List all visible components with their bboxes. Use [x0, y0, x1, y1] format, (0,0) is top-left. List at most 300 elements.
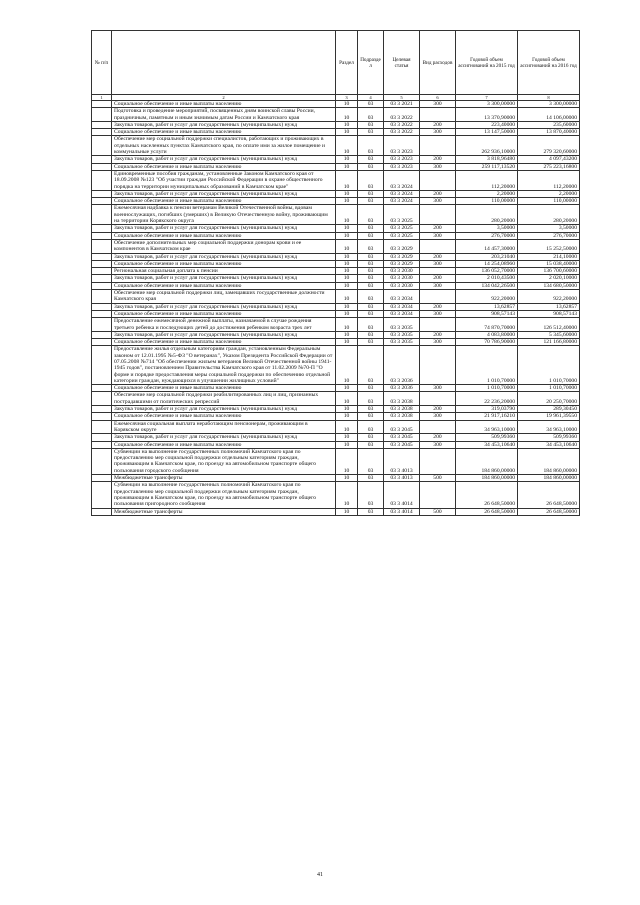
- row-num-cell: [92, 310, 112, 317]
- row-podrazdel-cell: 03: [358, 108, 384, 122]
- row-2016-cell: 26 648,50000: [518, 482, 580, 508]
- row-vid-cell: 200: [420, 331, 456, 338]
- row-vid-cell: 300: [420, 260, 456, 267]
- row-vid-cell: [420, 170, 456, 190]
- table-row: [92, 331, 580, 338]
- row-razdel-cell: 10: [336, 163, 358, 170]
- row-statya-cell: 03 3 2030: [384, 268, 420, 275]
- row-2015-cell: 34 963,10000: [456, 420, 518, 434]
- header-vid: Вид расходов: [420, 31, 456, 95]
- row-num-cell: [92, 385, 112, 392]
- header-row: [92, 31, 580, 95]
- row-num-cell: [92, 163, 112, 170]
- row-vid-cell: [420, 290, 456, 304]
- row-statya-cell: 03 3 2030: [384, 275, 420, 282]
- row-razdel-cell: 10: [336, 282, 358, 289]
- row-vid-cell: [420, 420, 456, 434]
- row-name-cell: Социальное обеспечение и иные выплаты населению: [112, 441, 336, 448]
- row-vid-cell: 200: [420, 190, 456, 197]
- row-num-cell: [92, 232, 112, 239]
- row-2016-cell: 1 010,70000: [518, 346, 580, 385]
- row-num-cell: [92, 339, 112, 346]
- row-2015-cell: 922,20000: [456, 290, 518, 304]
- row-statya-cell: 03 3 2035: [384, 318, 420, 332]
- table-row: [92, 205, 580, 225]
- row-2015-cell: 110,00000: [456, 198, 518, 205]
- row-2016-cell: 4 097,43200: [518, 156, 580, 163]
- row-razdel-cell: 10: [336, 170, 358, 190]
- row-name-cell: Обеспечение дополнительных мер социальной поддержки донорам крови и ее компонентов в Камчатском крае: [112, 239, 336, 253]
- row-statya-cell: 03 3 2038: [384, 413, 420, 420]
- row-razdel-cell: 10: [336, 482, 358, 508]
- row-vid-cell: 500: [420, 508, 456, 515]
- row-razdel-cell: 10: [336, 108, 358, 122]
- row-statya-cell: 03 3 2022: [384, 108, 420, 122]
- row-podrazdel-cell: 03: [358, 129, 384, 136]
- row-2015-cell: 14 254,08960: [456, 260, 518, 267]
- row-name-cell: Ежемесячная социальная выплата неработающим пенсионерам, проживающим в Корякском округе: [112, 420, 336, 434]
- table-row: [92, 282, 580, 289]
- row-name-cell: Закупка товаров, работ и услуг для государственных (муниципальных) нужд: [112, 331, 336, 338]
- row-podrazdel-cell: 03: [358, 420, 384, 434]
- row-2016-cell: 509,99360: [518, 434, 580, 441]
- row-2015-cell: 223,40000: [456, 121, 518, 128]
- row-num-cell: [92, 108, 112, 122]
- row-vid-cell: [420, 268, 456, 275]
- row-num-cell: [92, 101, 112, 108]
- table-row: [92, 318, 580, 332]
- row-podrazdel-cell: 03: [358, 156, 384, 163]
- column-number: 7: [456, 95, 518, 101]
- row-num-cell: [92, 129, 112, 136]
- row-statya-cell: 03 3 2045: [384, 420, 420, 434]
- header-num: № п/п: [92, 31, 112, 95]
- row-num-cell: [92, 318, 112, 332]
- row-2015-cell: 3 818,96480: [456, 156, 518, 163]
- row-2015-cell: 13 370,90000: [456, 108, 518, 122]
- row-razdel-cell: 10: [336, 121, 358, 128]
- row-razdel-cell: 10: [336, 225, 358, 232]
- row-name-cell: Субвенции на выполнение государственных полномочий Камчатского края по предоставлению мер социальной поддержки отдельным категориям граждан, проживающим в Камчатском крае, по проезду на автомобильном транспорте общего пользования пригородного сообщения: [112, 482, 336, 508]
- row-podrazdel-cell: 03: [358, 239, 384, 253]
- table-row: [92, 101, 580, 108]
- row-statya-cell: 03 3 4014: [384, 482, 420, 508]
- row-name-cell: Субвенции на выполнение государственных полномочий Камчатского края по предоставлению мер социальной поддержки отдельным категориям граждан, проживающим в Камчатском крае, по проезду на автомобильном транспорте общего пользования городского сообщения: [112, 448, 336, 474]
- row-2015-cell: 2,20000: [456, 190, 518, 197]
- row-podrazdel-cell: 03: [358, 225, 384, 232]
- row-podrazdel-cell: 03: [358, 282, 384, 289]
- row-vid-cell: 300: [420, 163, 456, 170]
- row-2015-cell: 22 236,20000: [456, 392, 518, 406]
- row-2016-cell: 110,00000: [518, 198, 580, 205]
- table-row: [92, 129, 580, 136]
- row-vid-cell: [420, 239, 456, 253]
- row-name-cell: Социальное обеспечение и иные выплаты населению: [112, 101, 336, 108]
- row-num-cell: [92, 482, 112, 508]
- row-2016-cell: 2,20000: [518, 190, 580, 197]
- row-podrazdel-cell: 03: [358, 339, 384, 346]
- row-podrazdel-cell: 03: [358, 290, 384, 304]
- row-razdel-cell: 10: [336, 198, 358, 205]
- budget-table: [91, 30, 580, 516]
- row-razdel-cell: 10: [336, 420, 358, 434]
- row-2015-cell: 14 457,30000: [456, 239, 518, 253]
- row-2015-cell: 184 860,00000: [456, 475, 518, 482]
- row-2015-cell: 4 083,80000: [456, 331, 518, 338]
- row-razdel-cell: 10: [336, 392, 358, 406]
- table-row: [92, 508, 580, 515]
- row-num-cell: [92, 190, 112, 197]
- row-statya-cell: 03 3 2025: [384, 225, 420, 232]
- row-name-cell: Закупка товаров, работ и услуг для государственных (муниципальных) нужд: [112, 434, 336, 441]
- row-2016-cell: 922,20000: [518, 290, 580, 304]
- row-2016-cell: 908,57143: [518, 310, 580, 317]
- row-razdel-cell: 10: [336, 290, 358, 304]
- row-razdel-cell: 10: [336, 441, 358, 448]
- row-name-cell: Социальное обеспечение и иные выплаты населению: [112, 232, 336, 239]
- row-name-cell: Социальное обеспечение и иные выплаты населению: [112, 198, 336, 205]
- row-num-cell: [92, 406, 112, 413]
- row-2016-cell: 126 512,40000: [518, 318, 580, 332]
- row-num-cell: [92, 275, 112, 282]
- row-podrazdel-cell: 03: [358, 253, 384, 260]
- row-num-cell: [92, 205, 112, 225]
- row-razdel-cell: 10: [336, 205, 358, 225]
- row-razdel-cell: 10: [336, 268, 358, 275]
- row-2016-cell: 1 010,70000: [518, 385, 580, 392]
- row-podrazdel-cell: 03: [358, 318, 384, 332]
- row-2015-cell: 908,57143: [456, 310, 518, 317]
- row-razdel-cell: 10: [336, 190, 358, 197]
- row-2015-cell: 2 010,43500: [456, 275, 518, 282]
- row-vid-cell: [420, 205, 456, 225]
- row-razdel-cell: 10: [336, 129, 358, 136]
- row-2015-cell: 319,03790: [456, 406, 518, 413]
- row-razdel-cell: 10: [336, 434, 358, 441]
- row-vid-cell: 300: [420, 198, 456, 205]
- row-2016-cell: 3,50000: [518, 225, 580, 232]
- row-podrazdel-cell: 03: [358, 101, 384, 108]
- row-podrazdel-cell: 03: [358, 190, 384, 197]
- row-name-cell: Закупка товаров, работ и услуг для государственных (муниципальных) нужд: [112, 121, 336, 128]
- row-2015-cell: 509,99360: [456, 434, 518, 441]
- row-2016-cell: 275 223,16800: [518, 163, 580, 170]
- row-2016-cell: 5 345,60000: [518, 331, 580, 338]
- row-podrazdel-cell: 03: [358, 121, 384, 128]
- table-row: [92, 190, 580, 197]
- row-statya-cell: 03 3 2023: [384, 156, 420, 163]
- row-statya-cell: 03 3 4013: [384, 448, 420, 474]
- row-podrazdel-cell: 03: [358, 310, 384, 317]
- row-num-cell: [92, 346, 112, 385]
- row-vid-cell: [420, 108, 456, 122]
- row-razdel-cell: 10: [336, 318, 358, 332]
- table-row: [92, 482, 580, 508]
- row-podrazdel-cell: 03: [358, 303, 384, 310]
- row-statya-cell: 03 3 2036: [384, 385, 420, 392]
- table-row: [92, 310, 580, 317]
- row-num-cell: [92, 253, 112, 260]
- row-2015-cell: 21 917,16210: [456, 413, 518, 420]
- row-podrazdel-cell: 03: [358, 275, 384, 282]
- row-2015-cell: 1 010,70000: [456, 385, 518, 392]
- row-num-cell: [92, 225, 112, 232]
- row-2016-cell: 280,20000: [518, 205, 580, 225]
- row-vid-cell: [420, 136, 456, 156]
- row-2016-cell: 20 250,70000: [518, 392, 580, 406]
- column-number: 5: [384, 95, 420, 101]
- row-2015-cell: 26 648,50000: [456, 508, 518, 515]
- row-2016-cell: 279 320,60000: [518, 136, 580, 156]
- table-row: [92, 156, 580, 163]
- table-row: [92, 406, 580, 413]
- row-statya-cell: 03 3 2034: [384, 303, 420, 310]
- row-name-cell: Предоставление жилья отдельным категориям граждан, установленным Федеральным законом от 12.01.1995 №5-ФЗ "О ветеранах", Указом Президента Российской Федерации от 07.05.2008 №714 "Об обеспечении жильем ветеранов Великой Отечественной войны 1941-1945 годов", постановлением Правительства Камчатского края от 11.02.2009 №70-П "О форме и порядке предоставления меры социальной поддержки по обеспечению отдельной категории граждан, нуждающихся в улучшении жилищных условий": [112, 346, 336, 385]
- row-name-cell: Закупка товаров, работ и услуг для государственных (муниципальных) нужд: [112, 303, 336, 310]
- row-2015-cell: 26 648,50000: [456, 482, 518, 508]
- row-razdel-cell: 10: [336, 413, 358, 420]
- row-name-cell: Единовременные пособия гражданам, установленные Законом Камчатского края от 18.09.2008 №123 "Об участии граждан Российской Федерации в охране общественного порядка на территории муниципальных образований в Камчатском крае": [112, 170, 336, 190]
- row-2016-cell: 15 038,40000: [518, 260, 580, 267]
- row-2015-cell: 1 010,70000: [456, 346, 518, 385]
- row-2016-cell: 289,30450: [518, 406, 580, 413]
- row-name-cell: Закупка товаров, работ и услуг для государственных (муниципальных) нужд: [112, 275, 336, 282]
- row-podrazdel-cell: 03: [358, 448, 384, 474]
- row-podrazdel-cell: 03: [358, 163, 384, 170]
- row-vid-cell: 200: [420, 225, 456, 232]
- row-statya-cell: 03 3 2038: [384, 392, 420, 406]
- row-num-cell: [92, 268, 112, 275]
- table-row: [92, 290, 580, 304]
- row-statya-cell: 03 3 2022: [384, 129, 420, 136]
- row-2016-cell: 276,70000: [518, 232, 580, 239]
- row-2015-cell: 280,20000: [456, 205, 518, 225]
- row-podrazdel-cell: 03: [358, 434, 384, 441]
- row-name-cell: Ежемесячная надбавка к пенсии ветеранам Великой Отечественной войны, вдовам военнослужащих, погибших (умерших) в Великую Отечественную войну, проживающим на территории Корякского округа: [112, 205, 336, 225]
- row-2016-cell: 136 700,60000: [518, 268, 580, 275]
- column-number: 3: [336, 95, 358, 101]
- row-num-cell: [92, 303, 112, 310]
- row-num-cell: [92, 260, 112, 267]
- row-2016-cell: 13 870,40000: [518, 129, 580, 136]
- row-num-cell: [92, 331, 112, 338]
- row-num-cell: [92, 282, 112, 289]
- row-name-cell: Социальное обеспечение и иные выплаты населению: [112, 339, 336, 346]
- table-row: [92, 239, 580, 253]
- row-vid-cell: [420, 448, 456, 474]
- table-row: [92, 448, 580, 474]
- row-2016-cell: 19 961,39550: [518, 413, 580, 420]
- row-podrazdel-cell: 03: [358, 441, 384, 448]
- table-row: [92, 303, 580, 310]
- row-num-cell: [92, 448, 112, 474]
- row-razdel-cell: 10: [336, 406, 358, 413]
- row-razdel-cell: 10: [336, 303, 358, 310]
- row-num-cell: [92, 392, 112, 406]
- row-2016-cell: 15 252,50000: [518, 239, 580, 253]
- row-name-cell: Обеспечение мер социальной поддержки лиц, замещавших государственные должности Камчатского края: [112, 290, 336, 304]
- row-podrazdel-cell: 03: [358, 406, 384, 413]
- row-vid-cell: 500: [420, 475, 456, 482]
- row-name-cell: Закупка товаров, работ и услуг для государственных (муниципальных) нужд: [112, 225, 336, 232]
- row-podrazdel-cell: 03: [358, 508, 384, 515]
- row-podrazdel-cell: 03: [358, 392, 384, 406]
- row-name-cell: Социальное обеспечение и иные выплаты населению: [112, 163, 336, 170]
- row-num-cell: [92, 198, 112, 205]
- row-vid-cell: [420, 346, 456, 385]
- row-razdel-cell: 10: [336, 310, 358, 317]
- row-name-cell: Региональная социальная доплата к пенсии: [112, 268, 336, 275]
- row-razdel-cell: 10: [336, 508, 358, 515]
- row-statya-cell: 03 3 2024: [384, 170, 420, 190]
- table-row: [92, 413, 580, 420]
- row-num-cell: [92, 441, 112, 448]
- row-statya-cell: 03 3 2035: [384, 331, 420, 338]
- row-razdel-cell: 10: [336, 136, 358, 156]
- row-2015-cell: 276,70000: [456, 232, 518, 239]
- row-vid-cell: [420, 392, 456, 406]
- row-statya-cell: 03 3 2021: [384, 101, 420, 108]
- table-row: [92, 225, 580, 232]
- row-num-cell: [92, 413, 112, 420]
- table-row: [92, 441, 580, 448]
- row-num-cell: [92, 121, 112, 128]
- row-podrazdel-cell: 03: [358, 170, 384, 190]
- row-statya-cell: 03 3 2023: [384, 136, 420, 156]
- row-vid-cell: 300: [420, 129, 456, 136]
- row-2016-cell: 2 020,10000: [518, 275, 580, 282]
- row-razdel-cell: 10: [336, 239, 358, 253]
- row-podrazdel-cell: 03: [358, 136, 384, 156]
- row-podrazdel-cell: 03: [358, 346, 384, 385]
- row-razdel-cell: 10: [336, 101, 358, 108]
- row-2015-cell: 203,21040: [456, 253, 518, 260]
- column-number: 1: [92, 95, 112, 101]
- row-2015-cell: 259 117,13520: [456, 163, 518, 170]
- row-name-cell: Межбюджетные трансферты: [112, 475, 336, 482]
- table-row: [92, 136, 580, 156]
- table-row: [92, 339, 580, 346]
- table-row: [92, 275, 580, 282]
- row-2015-cell: 34 453,10640: [456, 441, 518, 448]
- row-vid-cell: 200: [420, 121, 456, 128]
- row-podrazdel-cell: 03: [358, 205, 384, 225]
- row-vid-cell: [420, 318, 456, 332]
- row-2015-cell: 262 936,10000: [456, 136, 518, 156]
- header-2016: Годовой объем ассигнований на 2016 год: [518, 31, 580, 95]
- row-num-cell: [92, 156, 112, 163]
- row-statya-cell: 03 3 2034: [384, 290, 420, 304]
- table-row: [92, 253, 580, 260]
- row-statya-cell: 03 3 2035: [384, 339, 420, 346]
- row-razdel-cell: 10: [336, 331, 358, 338]
- row-name-cell: Закупка товаров, работ и услуг для государственных (муниципальных) нужд: [112, 156, 336, 163]
- table-row: [92, 232, 580, 239]
- row-vid-cell: 300: [420, 282, 456, 289]
- row-statya-cell: 03 3 4014: [384, 508, 420, 515]
- row-2016-cell: 134 680,50000: [518, 282, 580, 289]
- row-num-cell: [92, 434, 112, 441]
- row-name-cell: Социальное обеспечение и иные выплаты населению: [112, 260, 336, 267]
- row-razdel-cell: 10: [336, 339, 358, 346]
- row-vid-cell: 200: [420, 303, 456, 310]
- row-2016-cell: 214,10000: [518, 253, 580, 260]
- row-vid-cell: 200: [420, 434, 456, 441]
- table-row: [92, 170, 580, 190]
- row-2015-cell: 184 860,00000: [456, 448, 518, 474]
- table-row: [92, 420, 580, 434]
- row-num-cell: [92, 508, 112, 515]
- row-name-cell: Социальное обеспечение и иные выплаты населению: [112, 129, 336, 136]
- row-2016-cell: 184 860,00000: [518, 448, 580, 474]
- row-2015-cell: 134 042,26500: [456, 282, 518, 289]
- row-podrazdel-cell: 03: [358, 385, 384, 392]
- row-2015-cell: 3 300,00000: [456, 101, 518, 108]
- row-statya-cell: 03 3 2023: [384, 163, 420, 170]
- row-statya-cell: 03 3 2036: [384, 346, 420, 385]
- row-statya-cell: 03 3 2025: [384, 232, 420, 239]
- row-podrazdel-cell: 03: [358, 268, 384, 275]
- table-row: [92, 475, 580, 482]
- row-vid-cell: 300: [420, 101, 456, 108]
- column-number: 4: [358, 95, 384, 101]
- row-razdel-cell: 10: [336, 448, 358, 474]
- table-row: [92, 260, 580, 267]
- row-name-cell: Социальное обеспечение и иные выплаты населению: [112, 282, 336, 289]
- row-2016-cell: 34 453,10640: [518, 441, 580, 448]
- row-razdel-cell: 10: [336, 275, 358, 282]
- row-vid-cell: 200: [420, 156, 456, 163]
- header-podrazdel: Подраздел: [358, 31, 384, 95]
- table-row: [92, 346, 580, 385]
- row-podrazdel-cell: 03: [358, 260, 384, 267]
- row-vid-cell: 300: [420, 310, 456, 317]
- row-2015-cell: 74 870,70000: [456, 318, 518, 332]
- table-row: [92, 268, 580, 275]
- row-2015-cell: 112,20000: [456, 170, 518, 190]
- row-razdel-cell: 10: [336, 156, 358, 163]
- row-razdel-cell: 10: [336, 232, 358, 239]
- row-num-cell: [92, 239, 112, 253]
- column-number: 2: [112, 95, 336, 101]
- row-2015-cell: 13,62857: [456, 303, 518, 310]
- row-name-cell: Предоставление ежемесячной денежной выплаты, назначаемой в случае рождения третьего ребенка и последующих детей до достижения ребенком возраста трех лет: [112, 318, 336, 332]
- column-number: 6: [420, 95, 456, 101]
- table-row: [92, 434, 580, 441]
- row-name-cell: Социальное обеспечение и иные выплаты населению: [112, 310, 336, 317]
- row-statya-cell: 03 3 2024: [384, 198, 420, 205]
- table-row: [92, 392, 580, 406]
- row-2015-cell: 3,50000: [456, 225, 518, 232]
- row-2016-cell: 184 860,00000: [518, 475, 580, 482]
- header-razdel: Раздел: [336, 31, 358, 95]
- row-2016-cell: 26 648,50000: [518, 508, 580, 515]
- row-statya-cell: 03 3 2025: [384, 205, 420, 225]
- row-statya-cell: 03 3 2024: [384, 190, 420, 197]
- row-2016-cell: 14 106,00000: [518, 108, 580, 122]
- row-name-cell: Закупка товаров, работ и услуг для государственных (муниципальных) нужд: [112, 406, 336, 413]
- row-name-cell: Закупка товаров, работ и услуг для государственных (муниципальных) нужд: [112, 253, 336, 260]
- row-razdel-cell: 10: [336, 253, 358, 260]
- header-name: [112, 31, 336, 95]
- row-statya-cell: 03 3 4013: [384, 475, 420, 482]
- row-statya-cell: 03 3 2029: [384, 253, 420, 260]
- row-vid-cell: 200: [420, 406, 456, 413]
- row-vid-cell: [420, 482, 456, 508]
- table-body: [92, 101, 580, 516]
- row-num-cell: [92, 290, 112, 304]
- row-vid-cell: 200: [420, 253, 456, 260]
